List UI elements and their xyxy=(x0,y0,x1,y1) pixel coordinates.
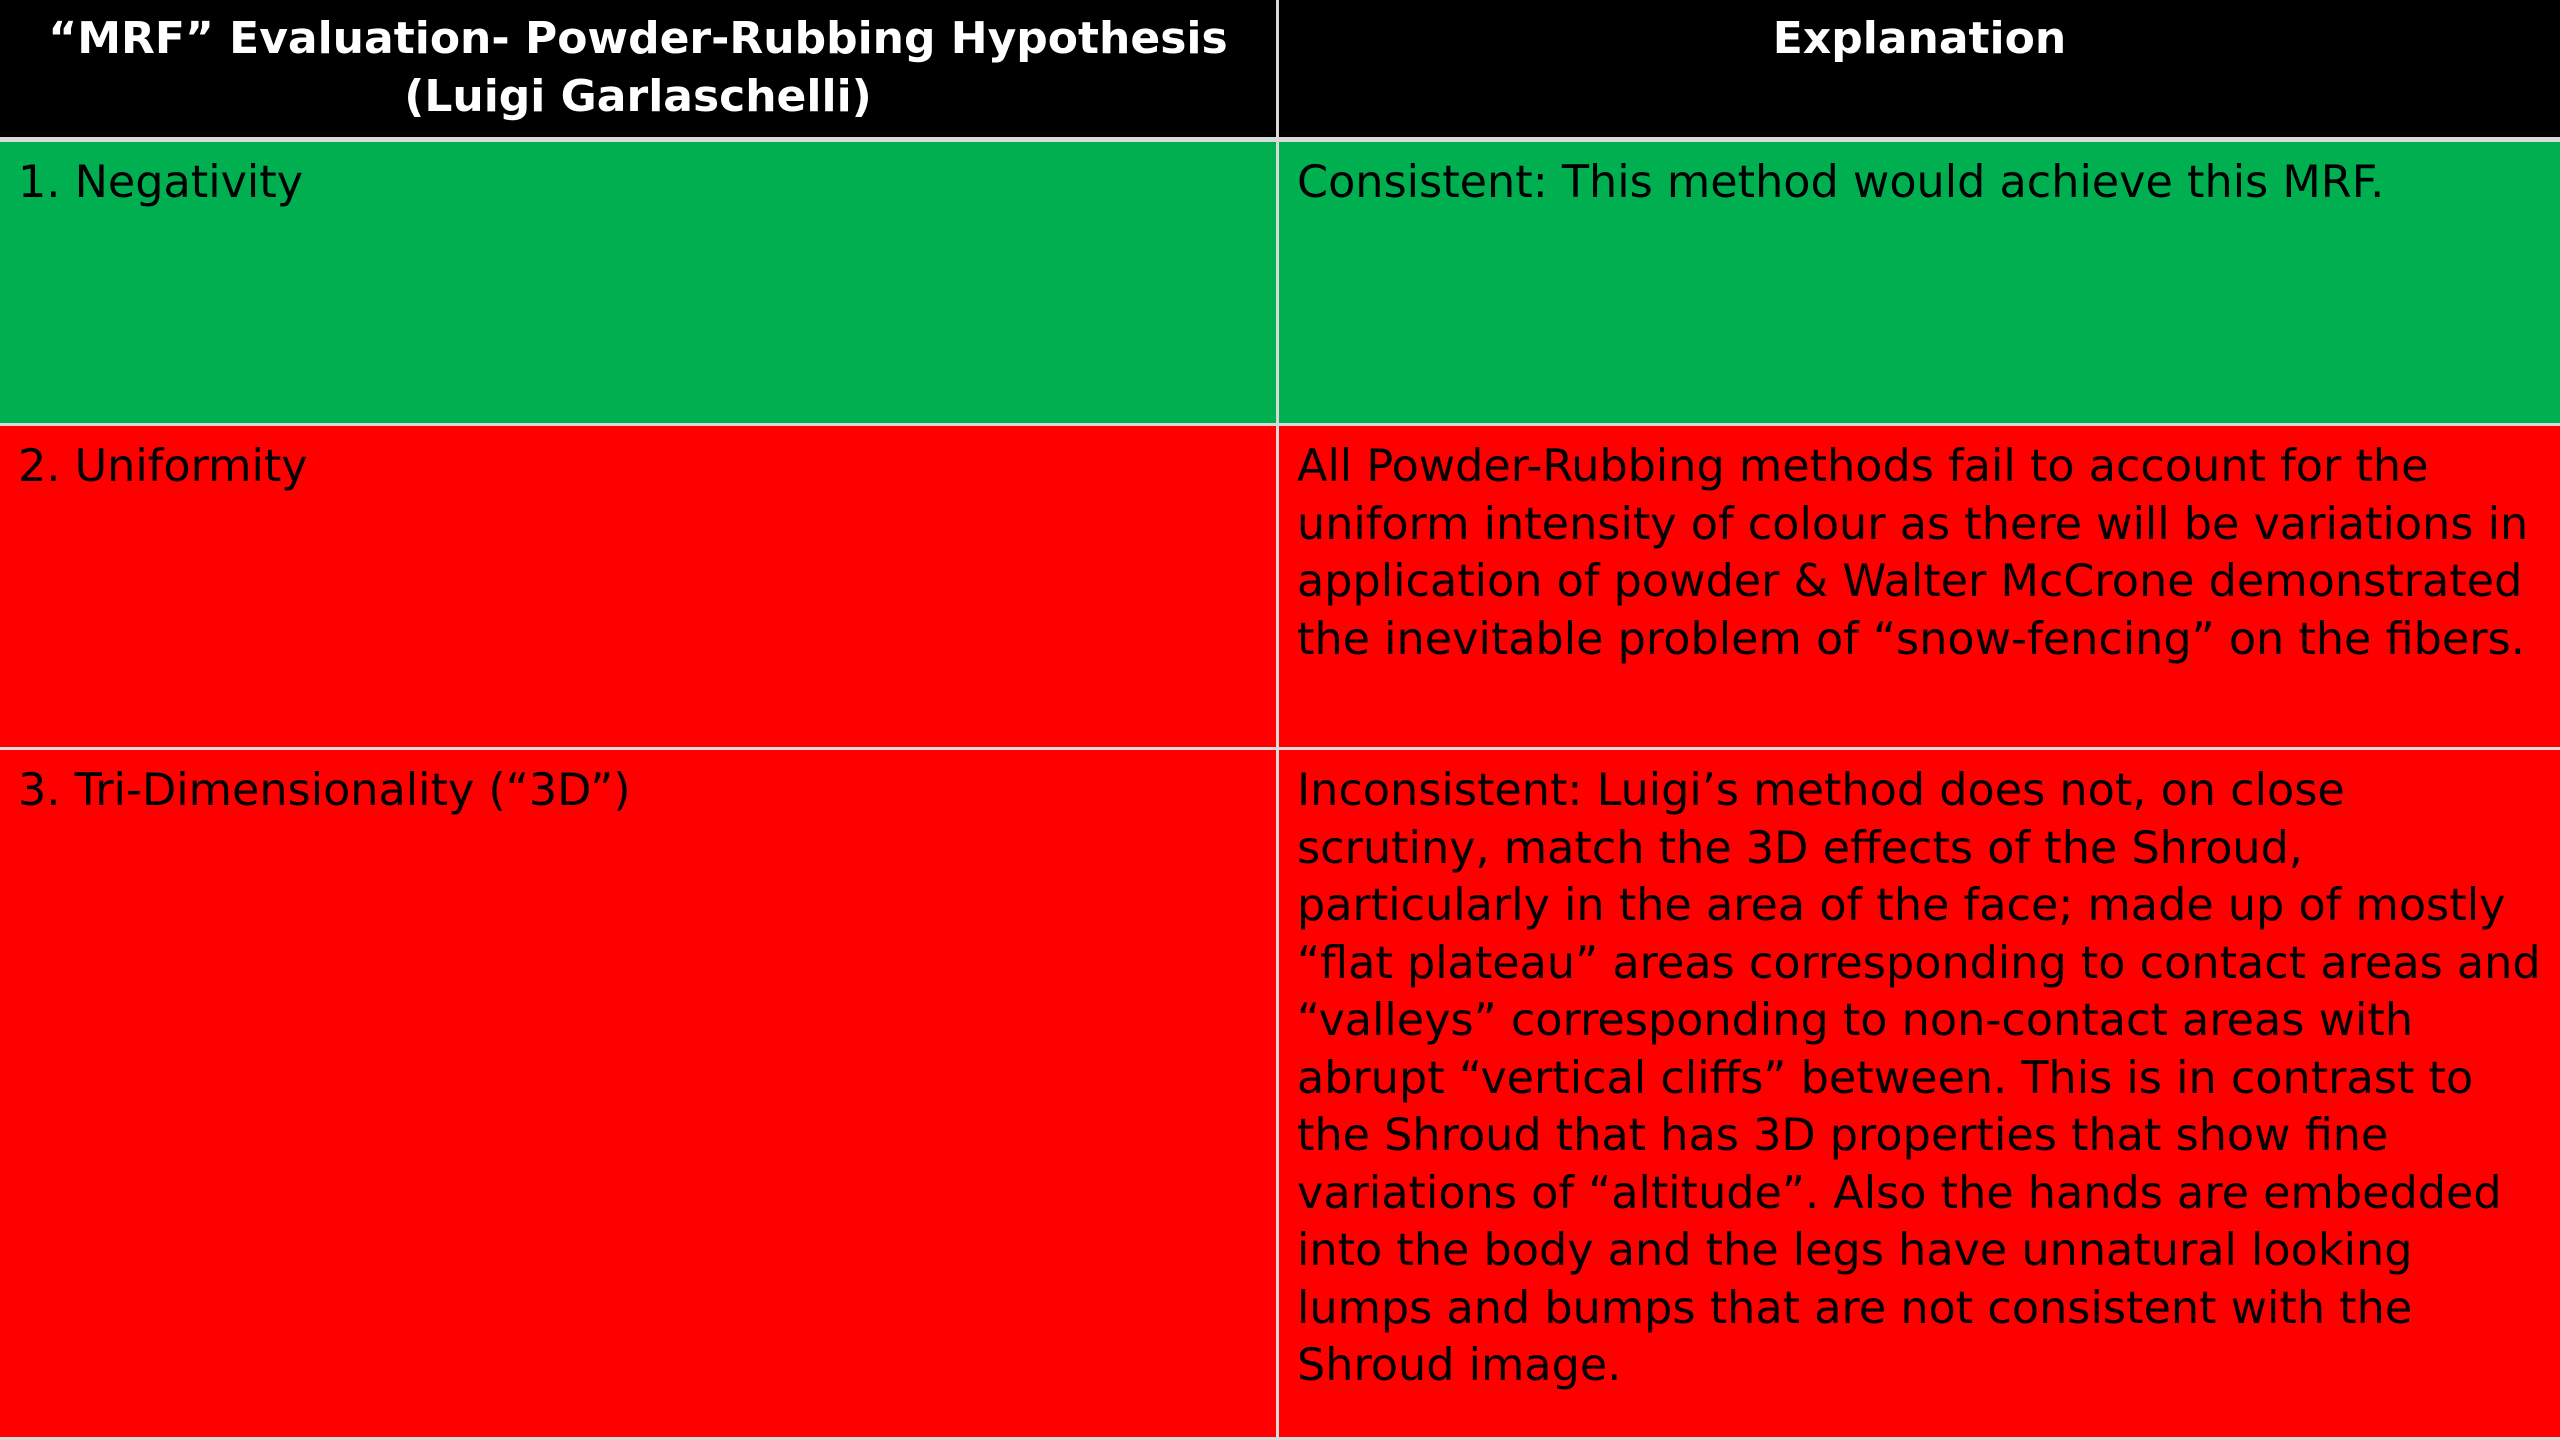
row-1-explanation: Consistent: This method would achieve this MRF. xyxy=(1279,142,2560,426)
header-explanation: Explanation xyxy=(1279,0,2560,142)
row-2-explanation: All Powder-Rubbing methods fail to account for the uniform intensity of colour as there will be variations in application of powder & Walter McCrone demonstrated the inevitable problem of “snow-fencing” on the fibers. xyxy=(1279,426,2560,750)
row-1-criterion: 1. Negativity xyxy=(0,142,1279,426)
row-3-explanation: Inconsistent: Luigi’s method does not, on close scrutiny, match the 3D effects of the Shroud, particularly in the area of the face; made up of mostly “flat plateau” areas corresponding to contact areas and “valleys” corresponding to non-contact areas with abrupt “vertical cliffs” between. This is in contrast to the Shroud that has 3D properties that show fine variations of “altitude”. Also the hands are embedded into the body and the legs have unnatural looking lumps and bumps that are not consistent with the Shroud image. xyxy=(1279,750,2560,1440)
row-3-criterion: 3. Tri-Dimensionality (“3D”) xyxy=(0,750,1279,1440)
header-criterion: “MRF” Evaluation- Powder-Rubbing Hypothesis (Luigi Garlaschelli) xyxy=(0,0,1279,142)
row-2-criterion: 2. Uniformity xyxy=(0,426,1279,750)
